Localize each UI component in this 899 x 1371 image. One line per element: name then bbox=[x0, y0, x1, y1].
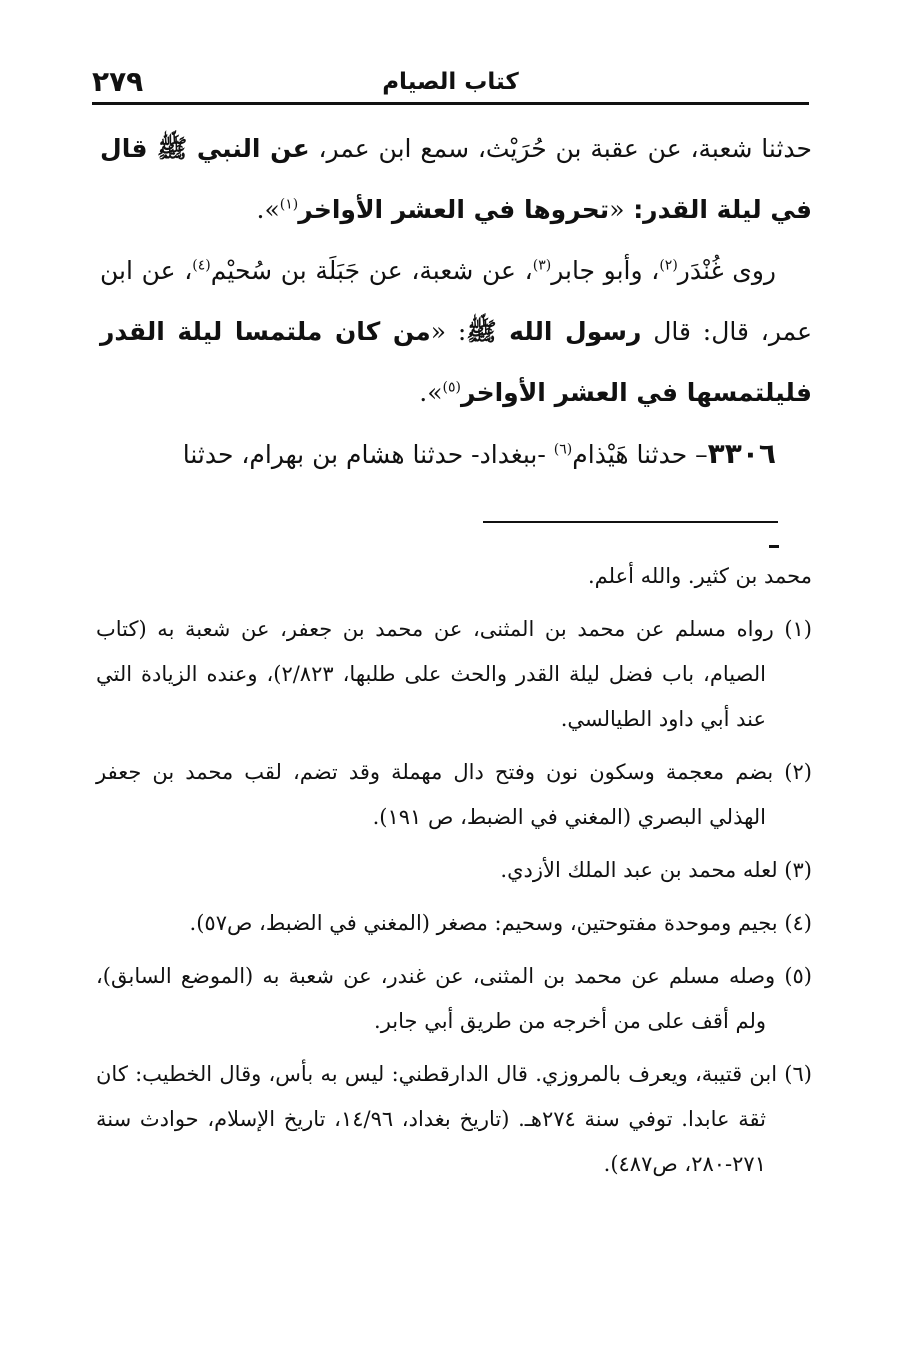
hadith-number: ٣٣٠٦ bbox=[707, 437, 776, 470]
page-header bbox=[92, 62, 809, 102]
text-segment: روى غُنْدَر bbox=[677, 256, 776, 285]
quote-mark: « bbox=[609, 195, 625, 224]
paragraph-3 bbox=[100, 423, 812, 485]
footnote-ref-4: (٤) bbox=[192, 257, 211, 274]
footnote-4: (٤) بجيم وموحدة مفتوحتين، وسحيم: مصغر (المغني في الضبط، ص٥٧). bbox=[189, 911, 812, 935]
text-segment: – حدثنا هَيْذام bbox=[572, 440, 708, 469]
page-number: ٢٧٩ bbox=[92, 65, 144, 98]
running-title: كتاب الصيام bbox=[382, 69, 519, 95]
footnote-continuation: محمد بن كثير. والله أعلم. bbox=[588, 564, 812, 588]
text-segment: -ببغداد- حدثنا هشام بن بهرام، حدثنا bbox=[182, 440, 554, 469]
footnote-ref-1: (١) bbox=[279, 196, 299, 213]
quote-mark: : « bbox=[430, 317, 467, 346]
footnote-separator bbox=[483, 521, 778, 523]
bold-text: عن النبي ﷺ قال في ليلة القدر: bbox=[100, 134, 812, 224]
main-text bbox=[100, 118, 812, 485]
footnotes bbox=[96, 554, 812, 1195]
quote-mark: ». bbox=[419, 378, 443, 407]
text-segment: ، عن ابن عمر، قال: قال bbox=[100, 256, 812, 346]
bold-text: رسول الله ﷺ bbox=[466, 317, 642, 346]
paragraph-2 bbox=[100, 240, 812, 423]
footnote-ref-3: (٣) bbox=[532, 257, 552, 274]
hadith-text: تحروها في العشر الأواخر bbox=[298, 195, 610, 224]
text-segment: ، وأبو جابر bbox=[551, 256, 660, 285]
footnote-2: (٢) بضم معجمة وسكون نون وفتح دال مهملة وقد تضم، لقب محمد بن جعفر الهذلي البصري (المغني في الضبط، ص ١٩١). bbox=[96, 760, 812, 829]
footnote-6: (٦) ابن قتيبة، ويعرف بالمروزي. قال الدارقطني: ليس به بأس، وقال الخطيب: كان ثقة عابدا. توفي سنة ٢٧٤هـ. (تاريخ بغداد، ١٤/٩٦، تاريخ الإسلام، حوادث سنة ٢٧١-٢٨٠، ص٤٨٧). bbox=[96, 1062, 812, 1176]
header-rule bbox=[92, 102, 809, 105]
footnote-3: (٣) لعله محمد بن عبد الملك الأزدي. bbox=[500, 858, 812, 882]
footnote-ref-5: (٥) bbox=[442, 379, 462, 396]
continuation-mark bbox=[769, 545, 779, 548]
footnote-1: (١) رواه مسلم عن محمد بن المثنى، عن محمد بن جعفر، عن شعبة به (كتاب الصيام، باب فضل ليلة القدر والحث على طلبها، ٢/٨٢٣)، وعنده الزيادة التي عند أبي داود الطيالسي. bbox=[96, 617, 812, 731]
footnote-ref-6: (٦) bbox=[553, 441, 573, 458]
paragraph-1 bbox=[100, 118, 812, 240]
text-segment: ، عن شعبة، عن جَبَلَة بن سُحيْم bbox=[210, 256, 533, 285]
footnote-5: (٥) وصله مسلم عن محمد بن المثنى، عن غندر، عن شعبة به (الموضع السابق)، ولم أقف على من أخرجه من طريق أبي جابر. bbox=[96, 964, 812, 1033]
hadith-text: من كان ملتمسا ليلة القدر فليلتمسها في العشر الأواخر bbox=[100, 317, 812, 407]
text-segment: حدثنا شعبة، عن عقبة بن حُرَيْث، سمع ابن عمر، bbox=[309, 134, 812, 163]
quote-mark: ». bbox=[256, 195, 280, 224]
footnote-ref-2: (٢) bbox=[659, 257, 678, 274]
